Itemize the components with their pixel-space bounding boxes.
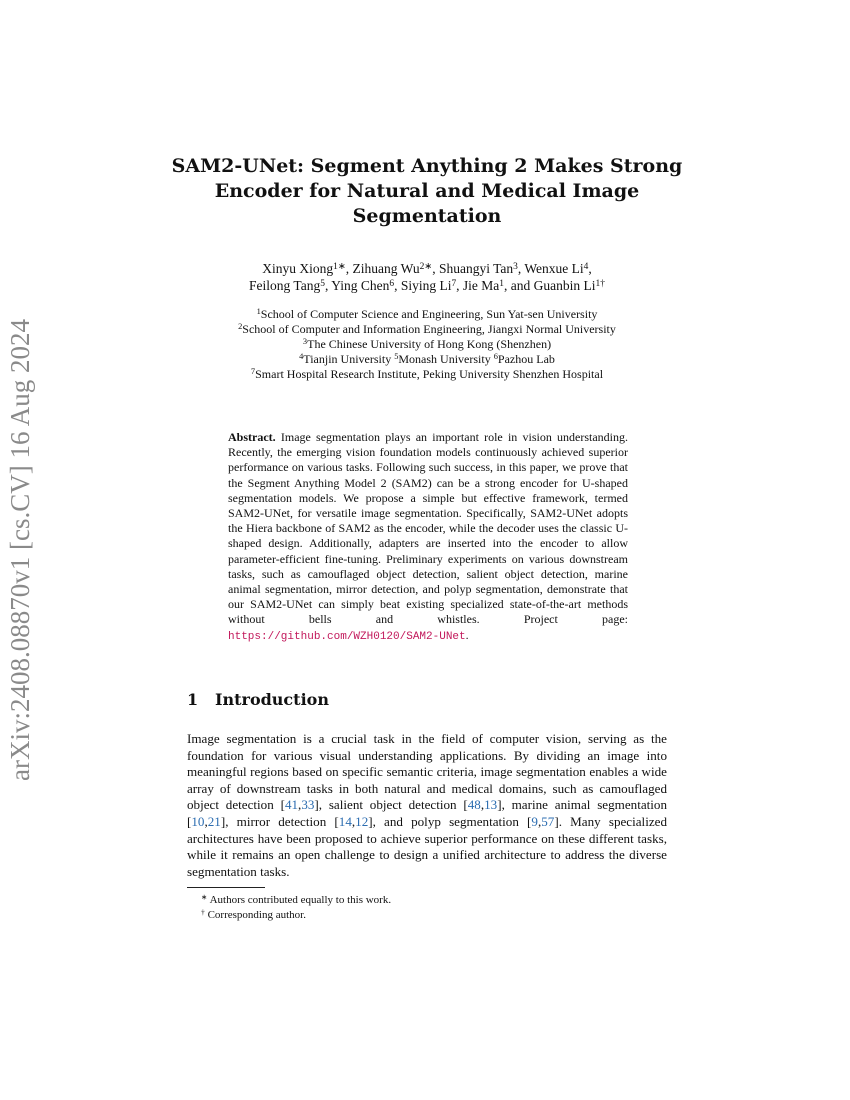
paragraph-text: ], and polyp segmentation [ <box>368 813 532 829</box>
citation-separator: , <box>351 813 356 829</box>
project-page-link[interactable]: https://github.com/WZH0120/SAM2-UNet <box>228 630 466 643</box>
footnote <box>201 893 391 907</box>
citation-link[interactable]: 9 <box>531 813 538 829</box>
separator: , <box>432 261 439 276</box>
separator: , <box>324 278 332 293</box>
affiliation-text: School of Computer and Information Engineering, Jiangxi Normal University <box>242 322 616 336</box>
author-affiliation-mark: 5 <box>320 278 325 289</box>
citation-link[interactable]: 12 <box>355 813 369 829</box>
separator: , <box>394 278 401 293</box>
affiliation-line <box>150 322 704 337</box>
affiliation-text: Monash University <box>398 352 494 366</box>
citation-link[interactable]: 57 <box>541 813 555 829</box>
citation-link[interactable]: 41 <box>284 797 299 813</box>
author-name: Wenxue Li <box>524 261 584 276</box>
affiliation-line <box>150 352 704 367</box>
abstract-text: Image segmentation plays an important role in vision understanding. Recently, the emerging vision foundation models continuously achieved superior performance on various tasks. Following such success, in this paper, we prove that the Segment Anything Model 2 (SAM2) can be a strong encoder for U-shaped segmentation models. We propose a simple but effective framework, termed SAM2-UNet, for versatile image segmentation. Specifically, SAM2-UNet adopts the Hiera backbone of SAM2 as the encoder, while the decoder uses the classic U-shaped design. Additionally, adapters are inserted into the encoder to allow parameter-efficient fine-tuning. Preliminary experiments on various downstream tasks, such as camouflaged object detection, salient object detection, marine animal segmentation, mirror detection, and polyp segmentation, demonstrate that our SAM2-UNet can simply beat existing specialized state-of-the-art methods without bells and whistles. Project page: <box>228 430 628 627</box>
footnote-divider <box>187 887 265 888</box>
affiliation-text: School of Computer Science and Engineering, Sun Yat-sen University <box>260 307 598 321</box>
affiliation-number: 1 <box>256 307 261 317</box>
author-name: Feilong Tang <box>249 278 321 293</box>
author-affiliation-mark: 3 <box>513 261 518 272</box>
author-affiliation-mark: 4 <box>583 261 589 272</box>
author-name: Zihuang Wu <box>352 261 420 276</box>
author-name: Guanbin Li <box>533 278 596 293</box>
affiliation-line <box>150 367 704 382</box>
citation-link[interactable]: 21 <box>207 813 221 829</box>
abstract-label: Abstract. <box>228 430 276 444</box>
affiliation-number: 2 <box>238 322 243 332</box>
arxiv-identifier-stamp: arXiv:2408.08870v1 [cs.CV] 16 Aug 2024 <box>5 319 35 781</box>
affiliation-text: Tianjin University <box>303 352 395 366</box>
affiliation-number: 4 <box>299 352 304 362</box>
author-affiliation-mark: 7 <box>451 278 457 289</box>
paper-title <box>170 154 684 229</box>
citation-link[interactable]: 14 <box>338 813 352 829</box>
author-affiliation-mark: 1∗ <box>333 261 346 272</box>
paragraph-text: ], mirror detection [ <box>220 813 339 829</box>
author-name: Ying Chen <box>331 278 390 293</box>
title-line: Encoder for Natural and Medical Image <box>214 180 640 202</box>
affiliation-number: 3 <box>302 337 308 347</box>
citation-link[interactable]: 13 <box>484 797 498 813</box>
footnote-mark: † <box>201 907 205 917</box>
author-name: Jie Ma <box>462 278 500 293</box>
separator: , <box>456 278 463 293</box>
affiliation-number: 5 <box>394 352 399 362</box>
paragraph-text: ]. Many specialized architectures have been proposed to achieve superior performance on these different tasks, while it remains an open challenge to design a unified architecture to address the diverse segmentation tasks. <box>187 813 668 879</box>
section-number: 1 <box>187 690 199 709</box>
section-heading <box>187 690 329 709</box>
affiliation-number: 6 <box>493 352 498 362</box>
author-affiliation-mark: 2∗ <box>419 261 433 272</box>
footnote-mark: ∗ <box>201 892 208 902</box>
paragraph-text: ], salient object detection [ <box>314 797 468 813</box>
footnote-text: Corresponding author. <box>207 909 306 921</box>
separator: , and <box>504 278 534 293</box>
author-name: Siying Li <box>400 278 452 293</box>
citation-separator: , <box>204 813 208 829</box>
affiliation-number: 7 <box>250 367 256 377</box>
affiliation-line <box>150 307 704 322</box>
abstract-end: . <box>465 627 469 642</box>
affiliation-text: The Chinese University of Hong Kong (Shenzhen) <box>307 337 552 351</box>
footnote-text: Authors contributed equally to this work. <box>209 894 392 906</box>
separator: , <box>588 261 592 276</box>
citation-separator: , <box>480 797 485 813</box>
citation-separator: , <box>537 813 542 829</box>
author-affiliation-mark: 1† <box>595 278 605 289</box>
paragraph-text: ], marine animal segmentation [ <box>187 797 668 829</box>
introduction-paragraph <box>187 731 667 880</box>
citation-link[interactable]: 33 <box>301 797 315 813</box>
title-line: SAM2-UNet: Segment Anything 2 Makes Strong <box>171 155 683 177</box>
affiliation-text: Smart Hospital Research Institute, Peking University Shenzhen Hospital <box>255 367 604 381</box>
author-affiliation-mark: 6 <box>389 278 395 289</box>
abstract <box>228 430 628 645</box>
author-name: Xinyu Xiong <box>262 261 334 276</box>
author-name: Shuangyi Tan <box>438 261 514 276</box>
citation-link[interactable]: 10 <box>191 813 205 829</box>
separator: , <box>517 261 525 276</box>
affiliation-line <box>150 337 704 352</box>
author-list-line-2 <box>150 276 704 295</box>
author-affiliation-mark: 1 <box>499 278 505 289</box>
title-line: Segmentation <box>352 205 502 227</box>
section-title: Introduction <box>215 690 329 709</box>
citation-link[interactable]: 48 <box>467 797 481 813</box>
affiliation-text: Pazhou Lab <box>497 352 555 366</box>
citation-separator: , <box>298 797 302 813</box>
separator: , <box>345 261 353 276</box>
footnote <box>201 908 306 922</box>
paragraph-text: Image segmentation is a crucial task in the field of computer vision, serving as the foundation for various visual understanding applications. By dividing an image into meaningful regions based on specific semantic criteria, image segmentation enables a wide array of downstream tasks in both natural and medical domains, such as camouflaged object detection [ <box>187 731 667 813</box>
